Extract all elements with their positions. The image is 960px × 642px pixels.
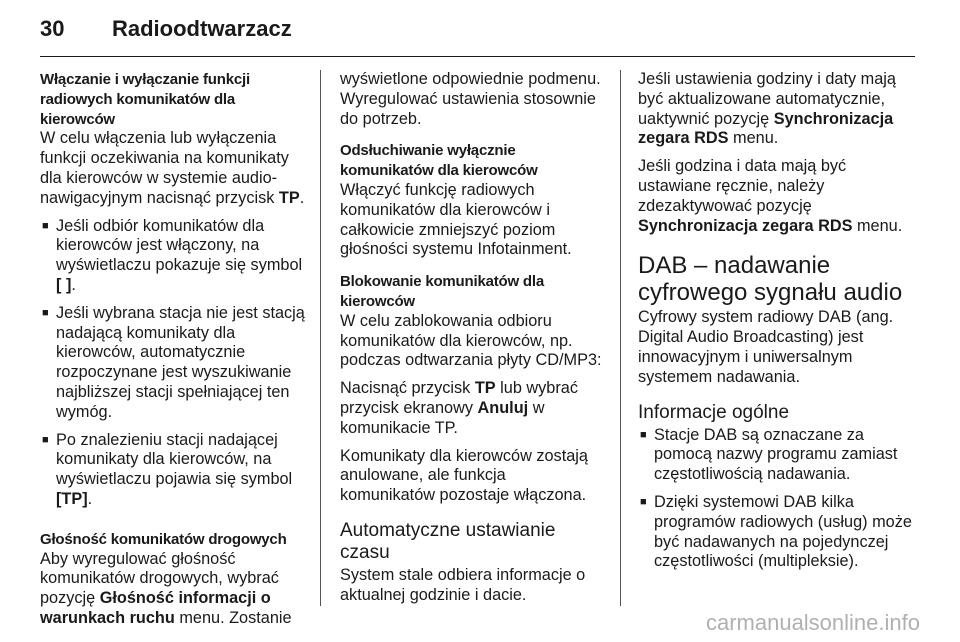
header-rule	[40, 56, 915, 57]
list-item: ■ Dzięki systemowi DAB kilka programów radiowych (usług) może być nadawanych na pojedynczej częstotliwości (multipleksie).	[640, 492, 912, 571]
page-number: 30	[40, 16, 65, 41]
paragraph: Nacisnąć przycisk TP lub wybrać przycisk ekranowy Anuluj w komunikacie TP.	[340, 379, 578, 437]
paragraph: System stale odbiera informacje o aktualnej godzinie i dacie.	[340, 565, 586, 604]
list-item: ■ Jeśli wybrana stacja nie jest stacją nadającą komunikaty dla kierowców, automatycznie rozpoczynane jest wyszukiwanie najbliższej stacji spełniającej ten wymóg.	[42, 303, 305, 421]
paragraph: wyświetlone odpowiednie podmenu. Wyregulować ustawienia stosownie do potrzeb.	[340, 70, 601, 128]
bullet-icon: ■	[42, 433, 49, 446]
paragraph: Włączyć funkcję radiowych komunikatów dla kierowców i całkowicie zmniejszyć poziom głośności systemu Infotainment.	[340, 180, 572, 259]
bullet-icon: ■	[42, 306, 49, 319]
paragraph: Komunikaty dla kierowców zostają anulowane, ale funkcja komunikatów pozostaje włączona.	[340, 446, 588, 505]
column-1	[40, 70, 308, 637]
section-heading-traffic-volume: Głośność komunikatów drogowych	[40, 530, 287, 548]
paragraph: Jeśli godzina i data mają być ustawiane ręcznie, należy zdezaktywować pozycję Synchronizacja zegara RDS menu.	[638, 157, 903, 235]
bullet-icon: ■	[42, 219, 49, 232]
bullet-icon: ■	[640, 495, 647, 508]
section-heading-dab: DAB – nadawanie cyfrowego sygnału audio	[638, 252, 903, 307]
bullet-list	[40, 217, 308, 510]
watermark: carmanualsonline.info	[705, 610, 920, 635]
column-2	[340, 70, 605, 614]
page-title: Radioodtwarzacz	[112, 16, 292, 41]
paragraph: Aby wyregulować głośność komunikatów drogowych, wybrać pozycję Głośność informacji o warunkach ruchu menu. Zostanie	[40, 549, 292, 627]
section-heading-block-traffic: Blokowanie komunikatów dla kierowców	[340, 273, 545, 310]
column-divider-2	[620, 70, 621, 606]
section-heading-general-info: Informacje ogólne	[638, 401, 790, 423]
list-item: ■ Po znalezieniu stacji nadającej komunikaty dla kierowców, na wyświetlaczu pojawia się symbol [TP].	[42, 430, 293, 508]
column-3	[638, 70, 923, 580]
paragraph: W celu zablokowania odbioru komunikatów dla kierowców, np. podczas odtwarzania płyty CD/MP3:	[340, 311, 602, 370]
section-heading-traffic-toggle: Włączanie i wyłączanie funkcji radiowych komunikatów dla kierowców	[40, 71, 250, 128]
column-divider-1	[320, 70, 321, 606]
paragraph: Cyfrowy system radiowy DAB (ang. Digital Audio Broadcasting) jest innowacyjnym i uniwersalnym systemem nadawania.	[638, 308, 894, 386]
bullet-icon: ■	[640, 428, 647, 441]
list-item: ■ Jeśli odbiór komunikatów dla kierowców jest włączony, na wyświetlaczu pokazuje się symbol [ ].	[42, 216, 303, 294]
paragraph: W celu włączenia lub wyłączenia funkcji oczekiwania na komunikaty dla kierowców w systemie audio-nawigacyjnym nacisnąć przycisk TP.	[40, 129, 305, 207]
paragraph: Jeśli ustawienia godziny i daty mają być aktualizowane automatycznie, uaktywnić pozycję Synchronizacja zegara RDS menu.	[638, 70, 896, 148]
bullet-list	[638, 426, 923, 573]
list-item: ■ Stacje DAB są oznaczane za pomocą nazwy programu zamiast częstotliwością nadawania.	[640, 425, 898, 484]
section-heading-auto-time: Automatyczne ustawianie czasu	[340, 519, 556, 563]
section-heading-listen-only: Odsłuchiwanie wyłącznie komunikatów dla kierowców	[340, 142, 538, 180]
